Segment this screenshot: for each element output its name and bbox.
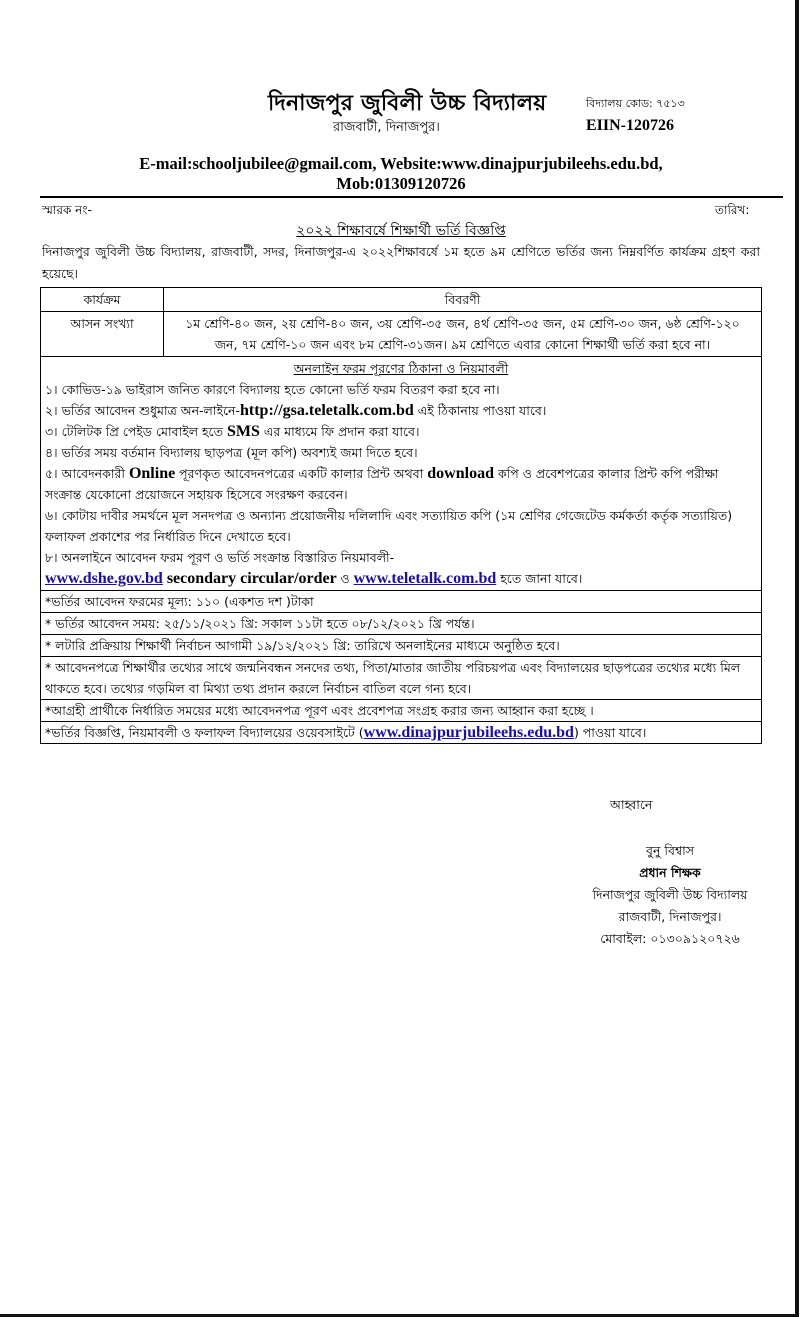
rule-3 bbox=[45, 421, 757, 442]
eiin-number: EIIN-120726 bbox=[586, 117, 675, 134]
rule-4: ৪। ভর্তির সময় বর্তমান বিদ্যালয় ছাড়পত্র (মূল কপি) অবশ্যই জমা দিতে হবে। bbox=[45, 445, 418, 460]
contact-line-email-website: E-mail:schooljubilee@gmail.com, Website:www.dinajpurjubileehs.edu.bd, bbox=[139, 154, 663, 173]
rule-8-links bbox=[45, 568, 757, 589]
website-note bbox=[41, 722, 762, 744]
fee-note: *ভর্তির আবেদন ফরমের মূল্য: ১১০ (একশত দশ )টাকা bbox=[41, 591, 762, 613]
table-row-period bbox=[41, 613, 762, 635]
header-description: বিবরণী bbox=[164, 288, 762, 312]
table-row-seats bbox=[41, 312, 762, 357]
online-rules-cell bbox=[41, 357, 762, 591]
rule-1: ১। কোভিড-১৯ ভাইরাস জনিত কারণে বিদ্যালয় হতে কোনো ভর্তি ফরম বিতরণ করা হবে না। bbox=[45, 382, 500, 397]
seats-label: আসন সংখ্যা bbox=[41, 312, 164, 357]
signatory-name: বুনু বিশ্বাস bbox=[646, 843, 694, 858]
table-header-row bbox=[41, 288, 762, 312]
rule-2-suffix: এই ঠিকানায় পাওয়া যাবে। bbox=[413, 403, 547, 418]
period-note: * ভর্তির আবেদন সময়: ২৫/১১/২০২১ খ্রি: সকাল ১১টা হতে ০৮/১২/২০২১ খ্রি পর্যন্ত। bbox=[41, 613, 762, 635]
notice-intro: দিনাজপুর জুবিলী উচ্চ বিদ্যালয়, রাজবাটী, সদর, দিনাজপুর-এ ২০২২শিক্ষাবর্ষে ১ম হতে ৯ম শ্রেণিতে ভর্তির জন্য নিম্নবর্ণিত কার্যক্রম গ্রহণ করা হয়েছে। bbox=[42, 244, 760, 281]
table-row-lottery bbox=[41, 635, 762, 657]
rule-5 bbox=[45, 463, 757, 505]
table-row-invite bbox=[41, 700, 762, 722]
school-address: রাজবাটী, দিনাজপুর। bbox=[333, 120, 440, 135]
signature-block bbox=[560, 840, 780, 950]
contact-info bbox=[40, 154, 762, 194]
notice-title: ২০২২ শিক্ষাবর্ষে শিক্ষার্থী ভর্তি বিজ্ঞপ্তি bbox=[296, 223, 506, 239]
table-row-online-rules bbox=[41, 357, 762, 591]
download-word: download bbox=[427, 465, 494, 482]
table-row-website bbox=[41, 722, 762, 744]
online-word: Online bbox=[128, 465, 176, 482]
school-code: বিদ্যালয় কোড: ৭৫১৩ bbox=[586, 97, 685, 110]
website-note-suffix: ) পাওয়া যাবে। bbox=[573, 725, 647, 740]
school-name: দিনাজপুর জুবিলী উচ্চ বিদ্যালয় bbox=[268, 91, 547, 116]
rule-6: ৬। কোটায় দাবীর সমর্থনে মূল সনদপত্র ও অন্যান্য প্রয়োজনীয় দলিলাদি এবং সত্যায়িত কপি (১ম শ্রেণির গেজেটেড কর্মকর্তা কর্তৃক সত্যায়িত) ফলাফল প্রকাশের পর নির্ধারিত দিনে দেখাতে হবে। bbox=[45, 508, 733, 544]
signatory-school: দিনাজপুর জুবিলী উচ্চ বিদ্যালয় bbox=[592, 887, 748, 902]
admission-table bbox=[40, 287, 762, 744]
circular-text: secondary circular/order bbox=[162, 570, 341, 587]
rule-5-text: ৫। আবেদনকারী bbox=[45, 466, 129, 481]
table-row-info-match bbox=[41, 657, 762, 700]
signatory-address: রাজবাটী, দিনাজপুর। bbox=[618, 909, 722, 924]
rule-5-middle: পূরণকৃত আবেদনপত্রের একটি কালার প্রিন্ট অথবা bbox=[175, 466, 428, 481]
header-divider bbox=[40, 196, 783, 198]
signatory-designation: প্রধান শিক্ষক bbox=[639, 865, 701, 880]
rule-3-text: ৩। টেলিটক প্রি পেইড মোবাইল হতে bbox=[45, 424, 227, 439]
rule-5-suffix: কপি ও প্রবেশপত্রের কালার প্রিন্ট কপি পরীক্ষা সংক্রান্ত যেকোনো প্রয়োজনে সহায়ক হিসেবে সংরক্ষণ করবেন। bbox=[45, 466, 719, 502]
sms-label: SMS bbox=[226, 423, 260, 440]
rule-3-suffix: এর মাধ্যমে ফি প্রদান করা যাবে। bbox=[259, 424, 420, 439]
rule-8: ৮। অনলাইনে আবেদন ফরম পূরণ ও ভর্তি সংক্রান্ত বিস্তারিত নিয়মাবলী- bbox=[45, 550, 395, 565]
school-website-link[interactable]: www.dinajpurjubileehs.edu.bd bbox=[363, 724, 574, 741]
lottery-note: * লটারি প্রক্রিয়ায় শিক্ষার্থী নির্বাচন আগামী ১৯/১২/২০২১ খ্রি: তারিখে অনলাইনের মাধ্যমে অনুষ্ঠিত হবে। bbox=[41, 635, 762, 657]
signatory-mobile: মোবাইল: ০১৩০৯১২০৭২৬ bbox=[600, 931, 740, 946]
teletalk-link[interactable]: www.teletalk.com.bd bbox=[353, 570, 497, 587]
memo-number: স্মারক নং- bbox=[42, 203, 92, 217]
seats-value: ১ম শ্রেণি-৪০ জন, ২য় শ্রেণি-৪০ জন, ৩য় শ্রেণি-৩৫ জন, ৪র্থ শ্রেণি-৩৫ জন, ৫ম শ্রেণি-৩০ জন, ৬ষ্ঠ শ্রেণি-১২০ জন, ৭ম শ্রেণি-১০ জন এবং ৮ম শ্রেণি-৩১জন। ৯ম শ্রেণিতে এবার কোনো শিক্ষার্থী ভর্তি করা হবে না। bbox=[164, 312, 762, 357]
and-text: ও bbox=[340, 571, 354, 586]
gsa-url: http://gsa.teletalk.com.bd bbox=[239, 402, 414, 419]
rule-8-suffix: হতে জানা যাবে। bbox=[496, 571, 583, 586]
invite-note: *আগ্রহী প্রার্থীকে নির্ধারিত সময়ের মধ্যে আবেদনপত্র পূরণ এবং প্রবেশপত্র সংগ্রহ করার জন্য আহ্বান করা হচ্ছে । bbox=[41, 700, 762, 722]
dshe-link[interactable]: www.dshe.gov.bd bbox=[45, 570, 163, 587]
date-label: তারিখ: bbox=[715, 203, 750, 217]
header-activity: কার্যক্রম bbox=[41, 288, 164, 312]
invitation-text: আহ্বানে bbox=[610, 797, 653, 812]
website-note-text: *ভর্তির বিজ্ঞপ্তি, নিয়মাবলী ও ফলাফল বিদ্যালয়ের ওয়েবসাইটে ( bbox=[45, 725, 364, 740]
online-rules-title: অনলাইন ফরম পূরণের ঠিকানা ও নিয়মাবলী bbox=[293, 361, 509, 376]
table-row-fee bbox=[41, 591, 762, 613]
rule-2-text: ২। ভর্তির আবেদন শুধুমাত্র অন-লাইনে- bbox=[45, 403, 240, 418]
rule-2 bbox=[45, 400, 757, 421]
contact-line-mobile: Mob:01309120726 bbox=[336, 174, 466, 193]
info-match-note: * আবেদনপত্রে শিক্ষার্থীর তথ্যের সাথে জন্মনিবন্ধন সনদের তথ্য, পিতা/মাতার জাতীয় পরিচয়পত্র এবং বিদ্যালয়ের ছাড়পত্রের তথ্যের মধ্যে মিল থাকতে হবে। তথ্যের গড়মিল বা মিথ্যা তথ্য প্রদান করলে নির্বাচন বাতিল বলে গন্য হবে। bbox=[41, 657, 762, 700]
